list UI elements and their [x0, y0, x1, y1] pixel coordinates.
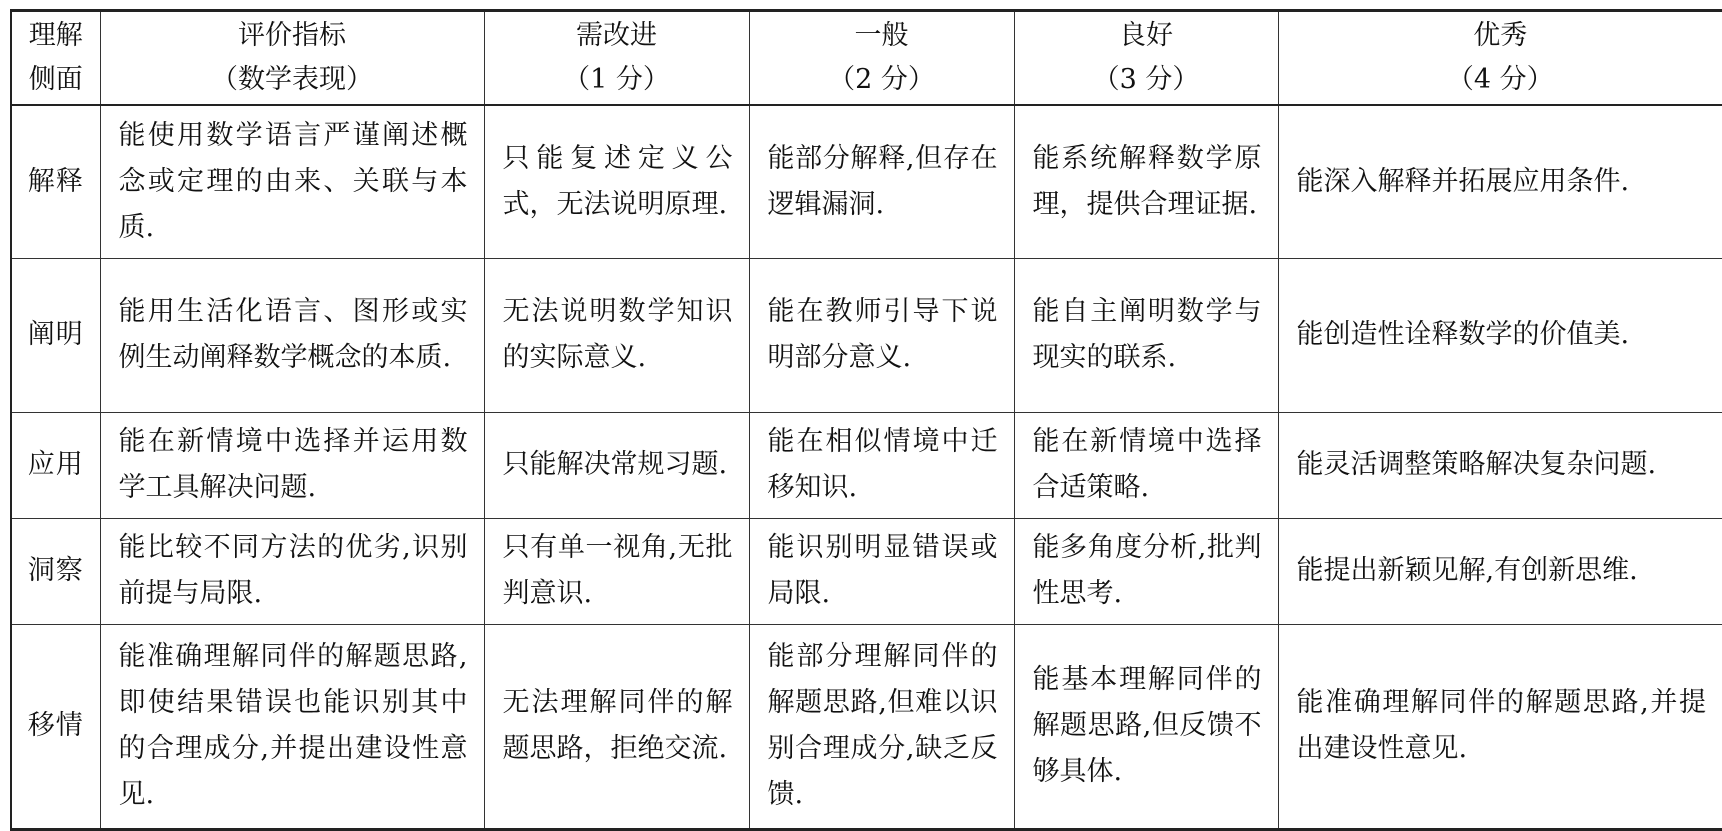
- header-level-excellent: 优秀 （4 分）: [1278, 11, 1722, 105]
- table-row: [11, 518, 1722, 624]
- row-aspect: 洞察: [11, 518, 100, 624]
- header-indicator: 评价指标 （数学表现）: [100, 11, 484, 105]
- header-level-needs-improvement: 需改进 （1 分）: [484, 11, 749, 105]
- level-cell: 能基本理解同伴的解题思路,但反馈不够具体.: [1014, 624, 1278, 829]
- level-cell: 能准确理解同伴的解题思路,并提出建设性意见.: [1278, 624, 1722, 829]
- row-indicator: 能比较不同方法的优劣,识别前提与局限.: [100, 518, 484, 624]
- row-indicator: 能在新情境中选择并运用数学工具解决问题.: [100, 412, 484, 518]
- header-row: [11, 11, 1722, 105]
- row-indicator: 能用生活化语言、图形或实例生动阐释数学概念的本质.: [100, 259, 484, 413]
- level-cell: 能灵活调整策略解决复杂问题.: [1278, 412, 1722, 518]
- level-cell: 能部分理解同伴的解题思路,但难以识别合理成分,缺乏反馈.: [749, 624, 1014, 829]
- level-cell: 只能解决常规习题.: [484, 412, 749, 518]
- level-cell: 能在教师引导下说明部分意义.: [749, 259, 1014, 413]
- level-cell: 能系统解释数学原理，提供合理证据.: [1014, 105, 1278, 259]
- level-cell: 能在相似情境中迁移知识.: [749, 412, 1014, 518]
- header-aspect: 理解 侧面: [11, 11, 100, 105]
- level-cell: 能提出新颖见解,有创新思维.: [1278, 518, 1722, 624]
- level-cell: 能识别明显错误或局限.: [749, 518, 1014, 624]
- row-indicator: 能使用数学语言严谨阐述概念或定理的由来、关联与本质.: [100, 105, 484, 259]
- level-cell: 只有单一视角,无批判意识.: [484, 518, 749, 624]
- level-cell: 无法说明数学知识的实际意义.: [484, 259, 749, 413]
- level-cell: 能自主阐明数学与现实的联系.: [1014, 259, 1278, 413]
- level-cell: 能深入解释并拓展应用条件.: [1278, 105, 1722, 259]
- level-cell: 能创造性诠释数学的价值美.: [1278, 259, 1722, 413]
- level-cell: 能部分解释,但存在逻辑漏洞.: [749, 105, 1014, 259]
- level-cell: 只能复述定义公式，无法说明原理.: [484, 105, 749, 259]
- table-row: [11, 259, 1722, 413]
- table-row: [11, 624, 1722, 829]
- row-aspect: 移情: [11, 624, 100, 829]
- row-indicator: 能准确理解同伴的解题思路,即使结果错误也能识别其中的合理成分,并提出建设性意见.: [100, 624, 484, 829]
- row-aspect: 阐明: [11, 259, 100, 413]
- level-cell: 能多角度分析,批判性思考.: [1014, 518, 1278, 624]
- row-aspect: 应用: [11, 412, 100, 518]
- header-level-good: 良好 （3 分）: [1014, 11, 1278, 105]
- row-aspect: 解释: [11, 105, 100, 259]
- rubric-table-container: [10, 9, 1722, 831]
- level-cell: 能在新情境中选择合适策略.: [1014, 412, 1278, 518]
- table-row: [11, 412, 1722, 518]
- header-level-average: 一般 （2 分）: [749, 11, 1014, 105]
- table-row: [11, 105, 1722, 259]
- level-cell: 无法理解同伴的解题思路，拒绝交流.: [484, 624, 749, 829]
- evaluation-rubric-table: [10, 9, 1722, 831]
